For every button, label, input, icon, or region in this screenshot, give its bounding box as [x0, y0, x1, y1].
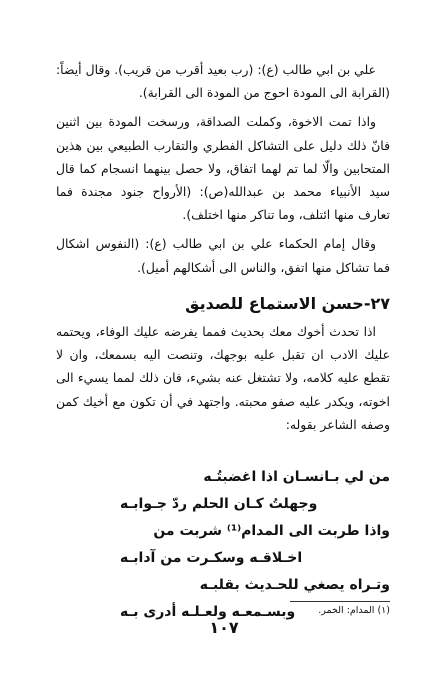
intro-text-block	[56, 58, 390, 279]
verse-3-first-hemistich: وتـراه يصغي للحـديث بقلبـه	[199, 577, 390, 593]
verse-3-second-hemistich: وبسـمعـه ولعـلـه أدرى بـه	[120, 604, 296, 620]
section-heading: ٢٧-حسن الاستماع للصديق	[185, 294, 390, 313]
section-text-block	[56, 320, 390, 436]
footnote-divider	[290, 601, 390, 602]
intro-paragraph-3: وقال إمام الحكماء علي بن ابي طالب (ع): (النفوس اشكال فما تشاكل منها اتفق، والناس الى أشكالهم أميل).	[56, 236, 390, 275]
verse-2-first-hemistich: واذا طربت الى المدام⁽¹⁾ شربت من	[153, 523, 390, 539]
verse-line-2	[60, 518, 390, 572]
verse-1-first-hemistich: من لي بـانسـان اذا اغضبتُـه	[203, 469, 390, 485]
verse-2-second-hemistich: اخـلاقـه وسكـرت من آدابـه	[120, 550, 303, 566]
footnote: (١) المدام: الخمر.	[318, 605, 390, 616]
intro-paragraph-1: علي بن ابي طالب (ع): (رب بعيد أقرب من قريب). وقال أيضاً: (القرابة الى المودة احوج من المودة الى القرابة).	[56, 62, 390, 101]
intro-paragraph-2: واذا تمت الاخوة، وكملت الصداقة، ورسخت المودة بين اثنين فانّ ذلك دليل على التشاكل الفطري والتقارب الطبيعي بين هذين المتحابين والّا لما تم لهما اتفاق، ولا حصل بينهما انسجام كما قال سيد الأنبياء محمد بن عبدالله(ص): (الأرواح جنود مجندة فما تعارف منها ائتلف، وما تناكر منها اختلف).	[56, 114, 390, 223]
verse-line-1	[60, 464, 390, 518]
verse-1-second-hemistich: وجهلتُ كـان الحلم ردّ جـوابـه	[120, 496, 318, 512]
page-number: ١٠٧	[209, 618, 239, 637]
section-paragraph: اذا تحدث أخوك معك بحديث فمما يفرضه عليك الوفاء، ويحتمه عليك الادب ان تقبل عليه بوجهك، وتنصت اليه بسمعك، وان لا تقطع عليه كلامه، ولا تشتغل عنه بشيء، فان ذلك لمما يسيء الى اخوته، ويكدر عليه صفو محبته. واجتهد في أن تكون مع أخيك كمن وصفه الشاعر بقوله:	[56, 324, 390, 432]
